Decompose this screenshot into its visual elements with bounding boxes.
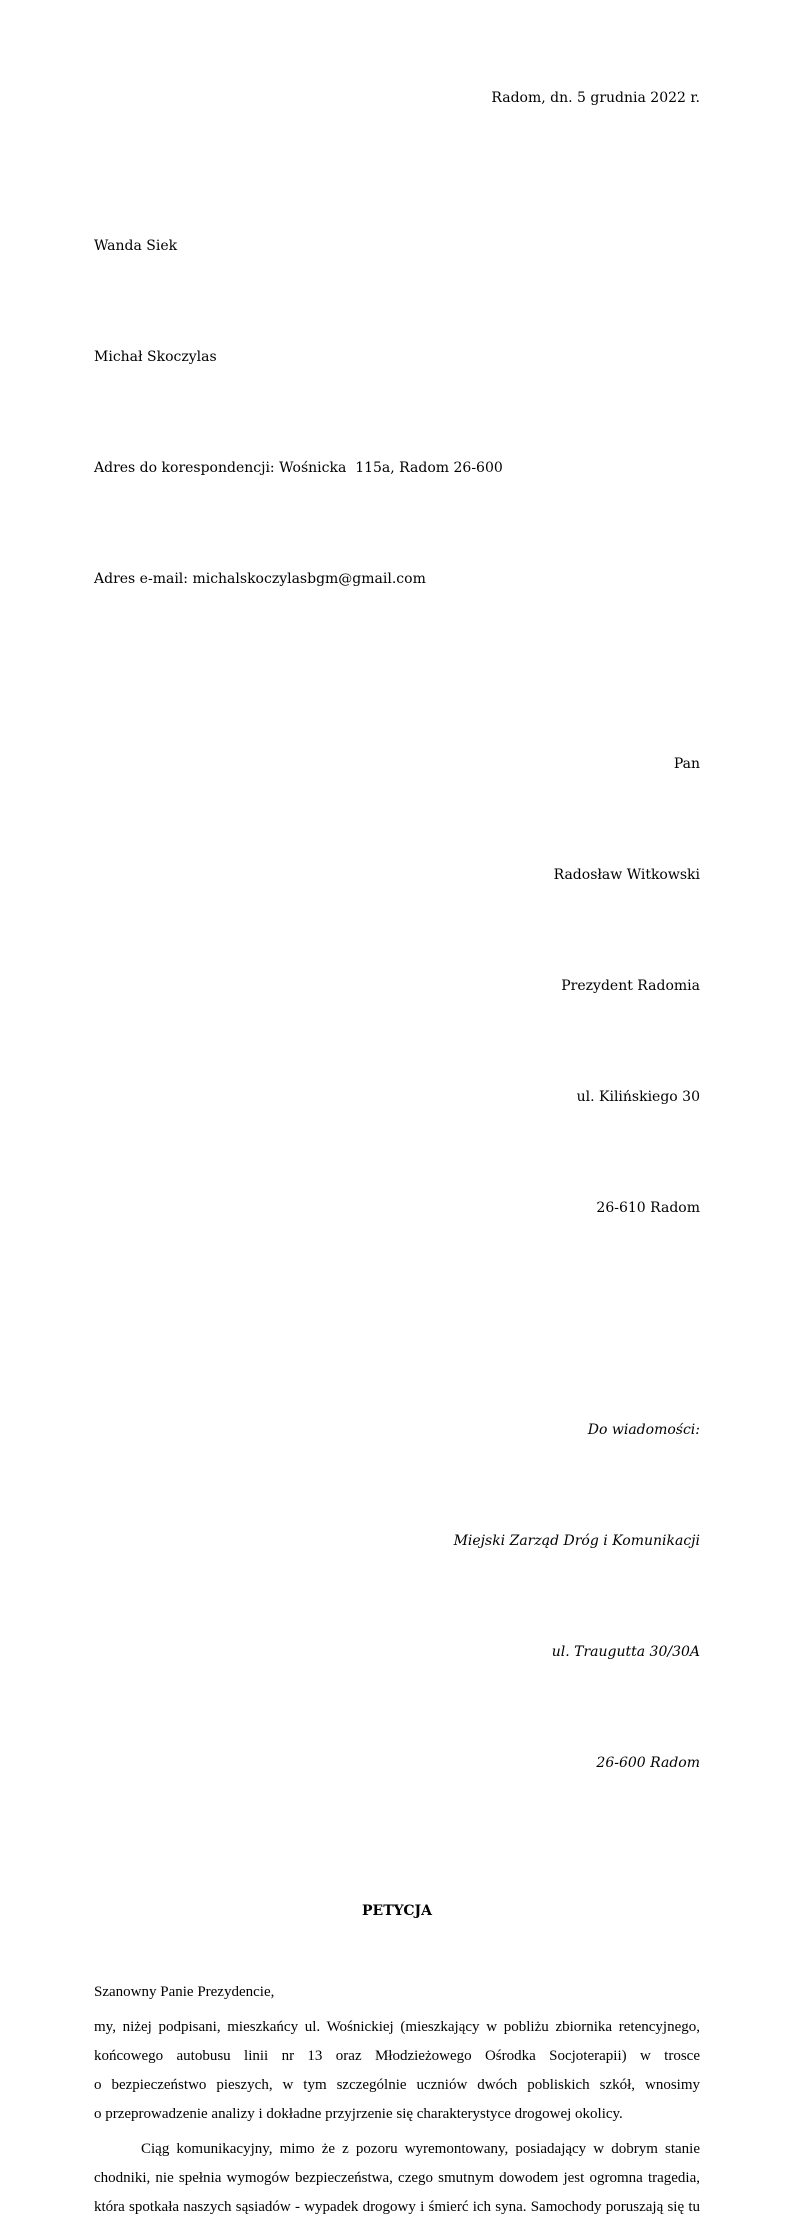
recipient-street: ul. Kilińskiego 30: [576, 1089, 700, 1105]
cc-city: 26-600 Radom: [596, 1755, 700, 1771]
body-line: o bezpieczeństwo pieszych, w tym szczególnie uczniów dwóch pobliskich szkół, wnosimy: [94, 2077, 700, 2093]
spacer: [94, 117, 700, 154]
body-line: o przeprowadzenie analizy i dokładne przyjrzenie się charakterystyce drogowej okolicy.: [94, 2106, 623, 2122]
paragraph-1: [94, 2013, 700, 2129]
sender-postal-address: Adres do korespondencji: Wośnicka 115a, Radom 26-600: [94, 460, 503, 476]
cc-heading: Do wiadomości:: [587, 1422, 700, 1438]
letter-body: [94, 1978, 700, 2222]
paragraph-2: [94, 2135, 700, 2222]
body-line: która spotkała naszych sąsiadów - wypadek drogowy i śmierć ich syna. Samochody poruszają się tu: [94, 2199, 700, 2215]
cc-block: [94, 1338, 700, 1856]
recipient-honorific: Pan: [673, 756, 700, 772]
document-title: PETYCJA: [362, 1903, 432, 1919]
recipient-city: 26-610 Radom: [596, 1200, 700, 1216]
sender-block: [94, 154, 700, 672]
cc-organization: Miejski Zarząd Dróg i Komunikacji: [453, 1533, 700, 1549]
recipient-name: Radosław Witkowski: [553, 867, 700, 883]
body-line: Ciąg komunikacyjny, mimo że z pozoru wyremontowany, posiadający w dobrym stanie: [141, 2141, 700, 2157]
spacer: [94, 1301, 700, 1338]
sender-email: Adres e-mail: michalskoczylasbgm@gmail.com: [94, 571, 426, 587]
sender-name-2: Michał Skoczylas: [94, 349, 217, 365]
salutation: Szanowny Panie Prezydencie,: [94, 1984, 275, 2000]
body-line: chodniki, nie spełnia wymogów bezpieczeństwa, czego smutnym dowodem jest ogromna tragedia,: [94, 2170, 700, 2186]
date-line: Radom, dn. 5 grudnia 2022 r.: [491, 90, 700, 106]
recipient-block: [94, 672, 700, 1301]
recipient-role: Prezydent Radomia: [561, 978, 700, 994]
body-line: my, niżej podpisani, mieszkańcy ul. Wośnickiej (mieszkający w pobliżu zbiornika retencyjnego,: [94, 2019, 700, 2035]
sender-name-1: Wanda Siek: [94, 238, 178, 254]
body-line: końcowego autobusu linii nr 13 oraz Młodzieżowego Ośrodka Socjoterapii) w trosce: [94, 2048, 700, 2064]
spacer: [94, 1856, 700, 1893]
cc-street: ul. Traugutta 30/30A: [551, 1644, 700, 1660]
